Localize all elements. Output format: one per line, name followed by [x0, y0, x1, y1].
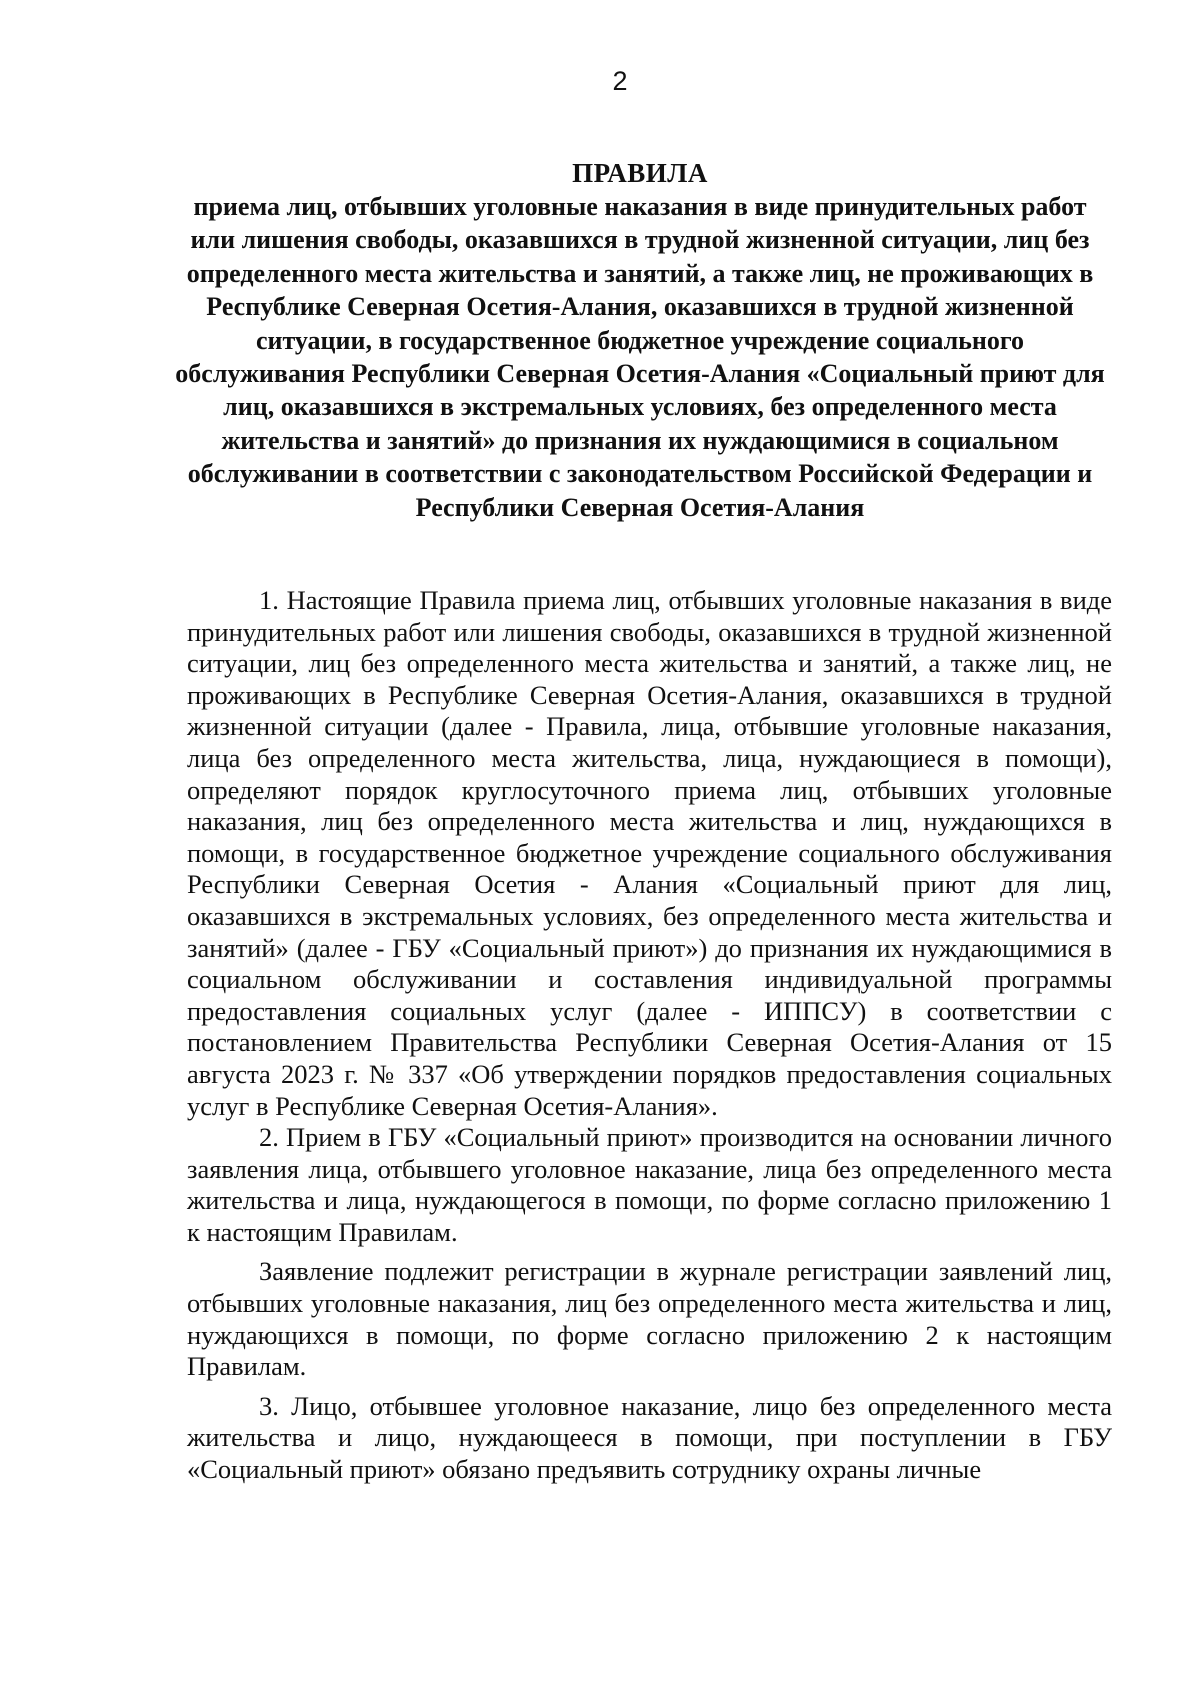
document-body [187, 585, 1112, 1486]
title-block [170, 156, 1110, 524]
document-title: ПРАВИЛА [572, 158, 708, 188]
paragraph-2: 2. Прием в ГБУ «Социальный приют» производится на основании личного заявления лица, отбывшего уголовное наказание, лица без определенного места жительства и лица, нуждающегося в помощи, по форме согласно приложению 1 к настоящим Правилам. [187, 1122, 1112, 1247]
paragraph-3: Заявление подлежит регистрации в журнале регистрации заявлений лиц, отбывших уголовные наказания, лиц без определенного места жительства и лиц, нуждающихся в помощи, по форме согласно приложению 2 к настоящим Правилам. [187, 1256, 1112, 1382]
paragraph-4: 3. Лицо, отбывшее уголовное наказание, лицо без определенного места жительства и лицо, нуждающееся в помощи, при поступлении в ГБУ «Социальный приют» обязано предъявить сотруднику охраны личные [187, 1390, 1112, 1485]
document-subtitle: приема лиц, отбывших уголовные наказания в виде принудительных работ или лишения свободы, оказавшихся в трудной жизненной ситуации, лиц без определенного места жительства и занятий, а также лиц, не проживающих в Республике Северная Осетия-Алания, оказавшихся в трудной жизненной ситуации, в государственное бюджетное учреждение социального обслуживания Республики Северная Осетия-Алания «Социальный приют для лиц, оказавшихся в экстремальных условиях, без определенного места жительства и занятий» до признания их нуждающимися в социальном обслуживании в соответствии с законодательством Российской Федерации и Республики Северная Осетия-Алания [175, 192, 1105, 522]
paragraph-1: 1. Настоящие Правила приема лиц, отбывших уголовные наказания в виде принудительных работ или лишения свободы, оказавшихся в трудной жизненной ситуации, лиц без определенного места жительства и занятий, а также лиц, не проживающих в Республике Северная Осетия-Алания, оказавшихся в трудной жизненной ситуации (далее - Правила, лица, отбывшие уголовные наказания, лица без определенного места жительства, лица, нуждающиеся в помощи), определяют порядок круглосуточного приема лиц, отбывших уголовные наказания, лиц без определенного места жительства и лиц, нуждающихся в помощи, в государственное бюджетное учреждение социального обслуживания Республики Северная Осетия - Алания «Социальный приют для лиц, оказавшихся в экстремальных условиях, без определенного места жительства и занятий» (далее - ГБУ «Социальный приют») до признания их нуждающимися в социальном обслуживании и составления индивидуальной программы предоставления социальных услуг (далее - ИППСУ) в соответствии с постановлением Правительства Республики Северная Осетия-Алания от 15 августа 2023 г. № 337 «Об утверждении порядков предоставления социальных услуг в Республике Северная Осетия-Алания». [187, 585, 1112, 1121]
page-number: 2 [612, 66, 628, 96]
